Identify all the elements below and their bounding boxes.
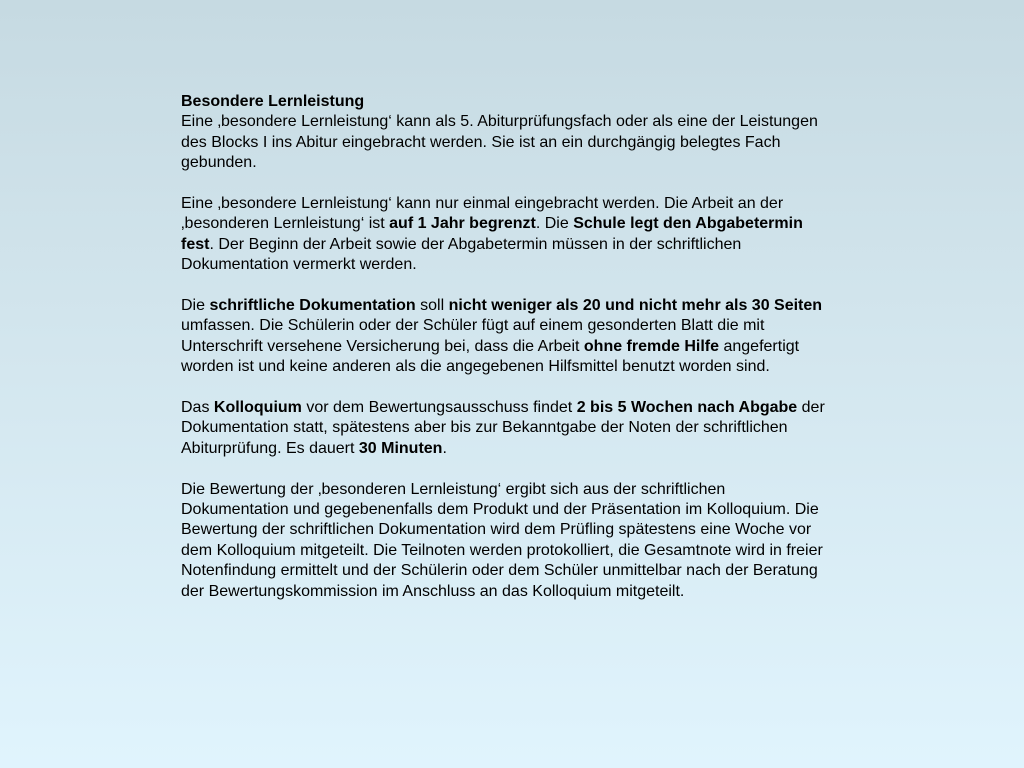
paragraph-2: [181, 194, 831, 276]
body-text: Die: [181, 297, 210, 315]
emphasis-text: ohne fremde Hilfe: [583, 337, 720, 355]
body-text: Die Bewertung der ‚besonderen Lernleistung‘ ergibt sich aus der schriftlichen Dokumentation und gegebenenfalls dem Produkt und der Präsentation im Kolloquium. Die Bewertung der schriftlichen Dokumentation wird dem Prüfling spätestens eine Woche vor dem Kolloquium mitgeteilt. Die Teilnoten werden protokolliert, die Gesamtnote wird in freier Notenfindung ermittelt und der Schülerin oder dem Schüler unmittelbar nach der Beratung der Bewertungskommission im Anschluss an das Kolloquium mitgeteilt.: [181, 480, 823, 600]
emphasis-text: auf 1 Jahr begrenzt: [389, 215, 536, 233]
body-text: .: [442, 439, 447, 457]
body-text: angefertigt worden ist und keine anderen als die angegebenen Hilfsmittel benutzt worden sind.: [181, 337, 800, 376]
body-text: Eine ‚besondere Lernleistung‘ kann nur einmal eingebracht werden. Die Arbeit an der ‚besonderen Lernleistung‘ ist: [181, 195, 784, 233]
paragraph-4: [181, 398, 831, 459]
document-title: Besondere Lernleistung: [181, 93, 365, 110]
body-text: soll: [415, 297, 449, 315]
body-text: vor dem Bewertungsausschuss findet: [301, 399, 577, 417]
text-body: [181, 92, 831, 622]
body-text: umfassen. Die Schülerin oder der Schüler fügt auf einem gesonderten Blatt die mit Unterschrift versehene Versicherung bei, dass die Arbeit: [181, 317, 765, 355]
body-text: Das: [181, 399, 214, 417]
emphasis-text: Schule legt den Abgabetermin fest: [181, 215, 803, 253]
paragraph-1: [181, 112, 831, 173]
body-text: Eine ‚besondere Lernleistung‘ kann als 5. Abiturprüfungsfach oder als eine der Leistungen des Blocks I ins Abitur eingebracht werden. Sie ist an ein durchgängig belegtes Fach gebunden.: [181, 113, 818, 172]
emphasis-text: 2 bis 5 Wochen nach Abgabe: [576, 399, 798, 417]
body-text: . Der Beginn der Arbeit sowie der Abgabetermin müssen in der schriftlichen Dokumentation vermerkt werden.: [181, 235, 742, 274]
emphasis-text: nicht weniger als 20 und nicht mehr als 30 Seiten: [448, 297, 823, 315]
paragraph-3: [181, 296, 831, 378]
body-text: der Dokumentation statt, spätestens aber bis zur Bekanntgabe der Noten der schriftlichen Abiturprüfung. Es dauert: [181, 399, 825, 457]
emphasis-text: 30 Minuten: [358, 439, 443, 457]
paragraph-5: [181, 480, 831, 602]
emphasis-text: Kolloquium: [213, 399, 302, 417]
body-text: . Die: [535, 215, 574, 233]
emphasis-text: schriftliche Dokumentation: [209, 297, 416, 315]
